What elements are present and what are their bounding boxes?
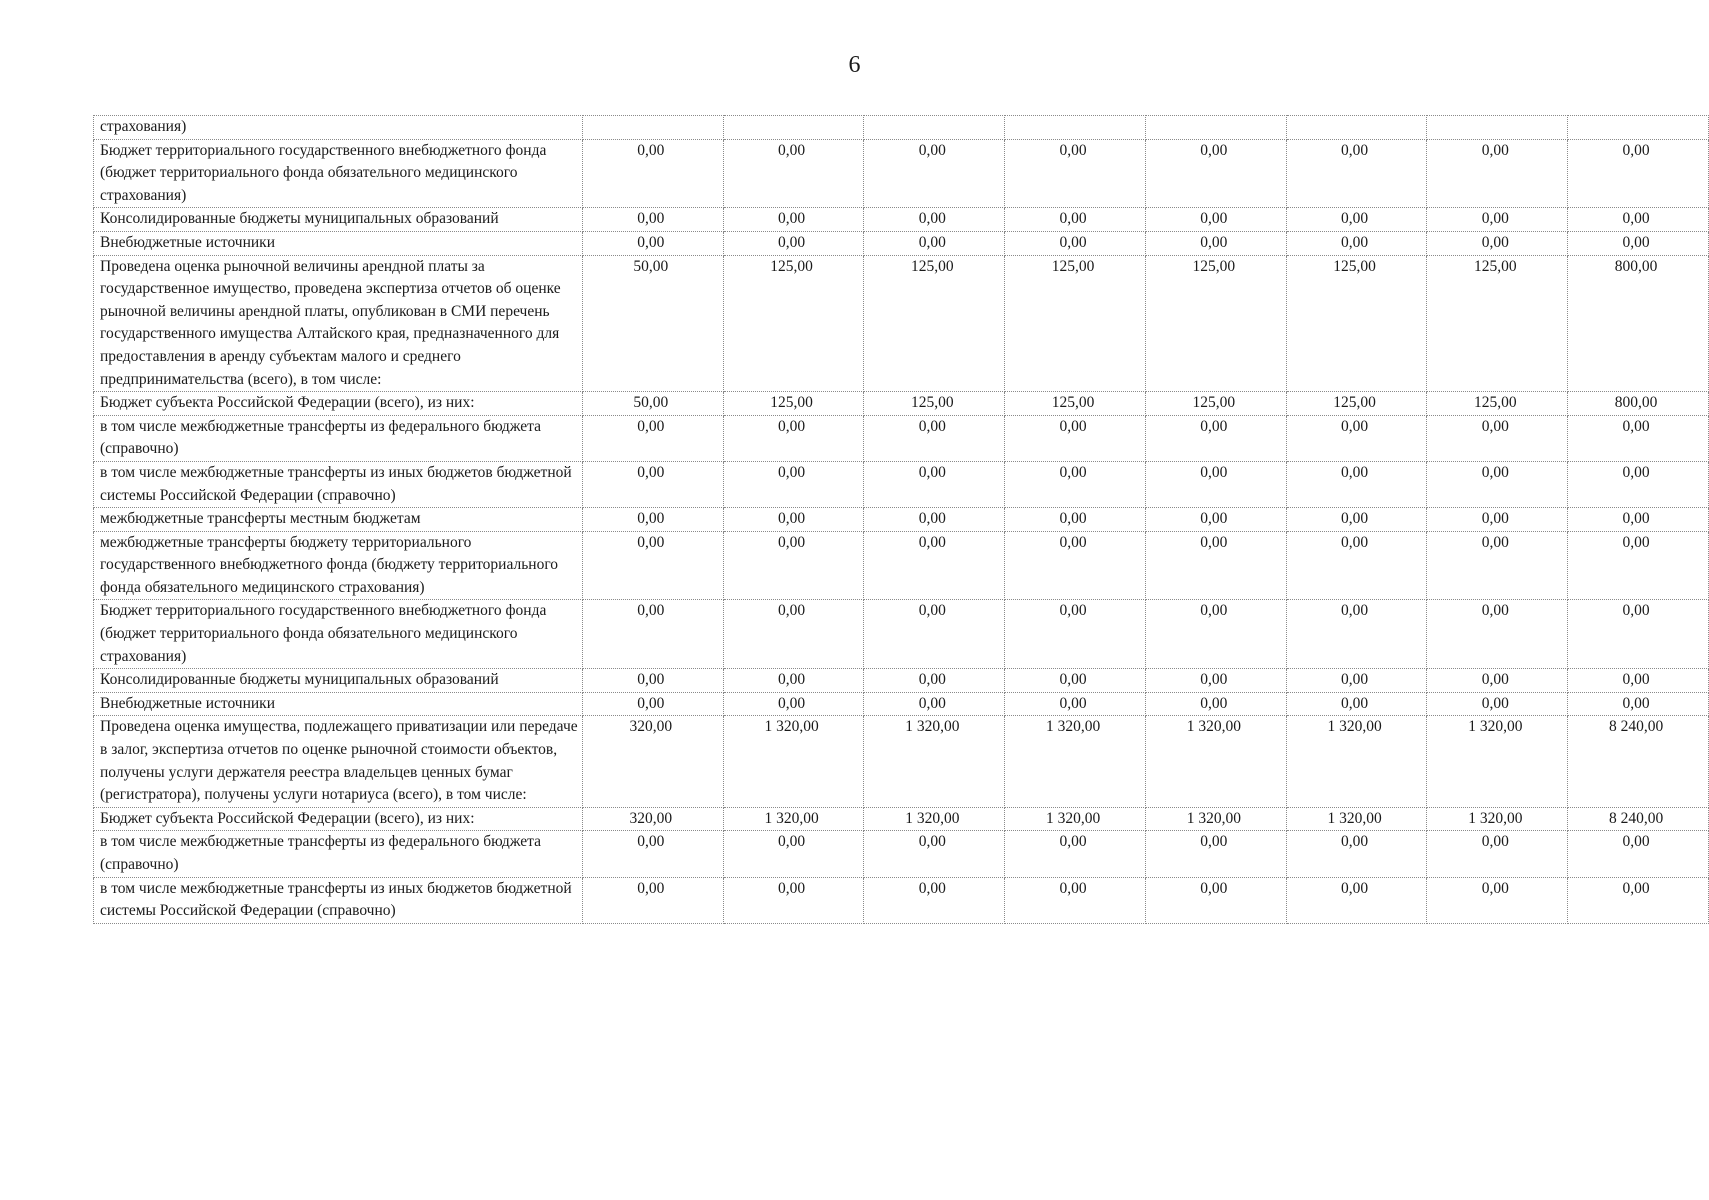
value-cell: 0,00 <box>1145 669 1286 693</box>
value-cell: 0,00 <box>1145 877 1286 923</box>
value-cell: 0,00 <box>1145 508 1286 532</box>
value-cell: 0,00 <box>1286 692 1427 716</box>
value-cell: 0,00 <box>723 877 864 923</box>
value-cell: 0,00 <box>864 669 1005 693</box>
value-cell: 125,00 <box>1286 392 1427 416</box>
value-cell: 0,00 <box>723 415 864 461</box>
value-cell: 0,00 <box>582 461 723 507</box>
value-cell: 1 320,00 <box>1427 807 1568 831</box>
value-cell: 0,00 <box>864 692 1005 716</box>
value-cell: 0,00 <box>723 508 864 532</box>
value-cell: 0,00 <box>864 531 1005 600</box>
value-cell: 0,00 <box>1427 669 1568 693</box>
value-cell: 0,00 <box>582 877 723 923</box>
table-row <box>94 208 1709 232</box>
value-cell: 0,00 <box>723 531 864 600</box>
value-cell: 0,00 <box>1568 600 1709 669</box>
value-cell: 0,00 <box>1568 139 1709 208</box>
value-cell: 0,00 <box>1427 461 1568 507</box>
value-cell: 0,00 <box>1568 831 1709 877</box>
row-label: Консолидированные бюджеты муниципальных образований <box>94 208 583 232</box>
budget-table-body <box>94 116 1709 924</box>
value-cell: 0,00 <box>864 877 1005 923</box>
value-cell: 0,00 <box>1286 600 1427 669</box>
value-cell: 0,00 <box>1427 692 1568 716</box>
value-cell: 125,00 <box>1427 392 1568 416</box>
value-cell: 0,00 <box>1005 600 1146 669</box>
value-cell: 125,00 <box>1427 255 1568 392</box>
value-cell: 0,00 <box>723 831 864 877</box>
value-cell: 125,00 <box>1286 255 1427 392</box>
value-cell: 0,00 <box>864 461 1005 507</box>
value-cell: 0,00 <box>1005 461 1146 507</box>
row-label: Консолидированные бюджеты муниципальных образований <box>94 669 583 693</box>
value-cell: 1 320,00 <box>1286 716 1427 807</box>
value-cell: 0,00 <box>1145 531 1286 600</box>
value-cell: 0,00 <box>1568 531 1709 600</box>
table-row <box>94 461 1709 507</box>
value-cell <box>582 116 723 140</box>
value-cell: 0,00 <box>1568 231 1709 255</box>
value-cell: 0,00 <box>723 231 864 255</box>
row-label: Внебюджетные источники <box>94 231 583 255</box>
value-cell: 50,00 <box>582 392 723 416</box>
value-cell: 0,00 <box>582 600 723 669</box>
row-label: Бюджет субъекта Российской Федерации (всего), из них: <box>94 392 583 416</box>
value-cell: 1 320,00 <box>1005 716 1146 807</box>
value-cell <box>1427 116 1568 140</box>
value-cell: 0,00 <box>1005 508 1146 532</box>
value-cell: 1 320,00 <box>1145 716 1286 807</box>
value-cell: 0,00 <box>1145 415 1286 461</box>
value-cell: 0,00 <box>723 669 864 693</box>
table-row <box>94 508 1709 532</box>
table-row <box>94 255 1709 392</box>
value-cell: 1 320,00 <box>864 807 1005 831</box>
value-cell: 0,00 <box>1568 692 1709 716</box>
value-cell: 125,00 <box>1005 392 1146 416</box>
value-cell: 0,00 <box>582 508 723 532</box>
table-row <box>94 392 1709 416</box>
value-cell: 0,00 <box>1145 139 1286 208</box>
row-label: в том числе межбюджетные трансферты из иных бюджетов бюджетной системы Российской Федерации (справочно) <box>94 461 583 507</box>
value-cell: 0,00 <box>1568 877 1709 923</box>
value-cell: 125,00 <box>864 392 1005 416</box>
value-cell: 1 320,00 <box>1427 716 1568 807</box>
value-cell: 0,00 <box>1145 208 1286 232</box>
value-cell: 0,00 <box>864 208 1005 232</box>
value-cell: 125,00 <box>864 255 1005 392</box>
value-cell: 0,00 <box>864 508 1005 532</box>
value-cell <box>723 116 864 140</box>
table-row <box>94 716 1709 807</box>
value-cell: 0,00 <box>1427 600 1568 669</box>
value-cell: 8 240,00 <box>1568 807 1709 831</box>
value-cell: 0,00 <box>1568 669 1709 693</box>
value-cell: 0,00 <box>1286 208 1427 232</box>
row-label: Бюджет субъекта Российской Федерации (всего), из них: <box>94 807 583 831</box>
table-row <box>94 692 1709 716</box>
value-cell: 0,00 <box>1005 877 1146 923</box>
row-label: страхования) <box>94 116 583 140</box>
table-row <box>94 531 1709 600</box>
value-cell: 0,00 <box>723 461 864 507</box>
value-cell: 0,00 <box>1145 692 1286 716</box>
value-cell: 1 320,00 <box>1005 807 1146 831</box>
value-cell: 0,00 <box>1145 461 1286 507</box>
value-cell: 0,00 <box>864 139 1005 208</box>
value-cell: 8 240,00 <box>1568 716 1709 807</box>
value-cell: 0,00 <box>1286 831 1427 877</box>
value-cell: 0,00 <box>1145 231 1286 255</box>
row-label: в том числе межбюджетные трансферты из иных бюджетов бюджетной системы Российской Федерации (справочно) <box>94 877 583 923</box>
value-cell: 0,00 <box>1286 139 1427 208</box>
value-cell: 0,00 <box>864 831 1005 877</box>
table-row <box>94 600 1709 669</box>
row-label: в том числе межбюджетные трансферты из федерального бюджета (справочно) <box>94 415 583 461</box>
value-cell: 0,00 <box>1286 669 1427 693</box>
value-cell <box>864 116 1005 140</box>
value-cell: 0,00 <box>1005 669 1146 693</box>
value-cell: 0,00 <box>582 208 723 232</box>
value-cell: 0,00 <box>1145 831 1286 877</box>
value-cell: 0,00 <box>1568 415 1709 461</box>
value-cell: 0,00 <box>1427 231 1568 255</box>
value-cell: 125,00 <box>723 255 864 392</box>
value-cell: 0,00 <box>1145 600 1286 669</box>
value-cell: 0,00 <box>1005 692 1146 716</box>
value-cell: 0,00 <box>1005 415 1146 461</box>
table-row <box>94 231 1709 255</box>
value-cell: 320,00 <box>582 807 723 831</box>
value-cell: 1 320,00 <box>1286 807 1427 831</box>
value-cell: 0,00 <box>1568 208 1709 232</box>
value-cell: 0,00 <box>582 415 723 461</box>
value-cell: 125,00 <box>1005 255 1146 392</box>
value-cell: 0,00 <box>864 600 1005 669</box>
value-cell: 0,00 <box>1286 877 1427 923</box>
value-cell: 0,00 <box>582 692 723 716</box>
value-cell: 800,00 <box>1568 255 1709 392</box>
value-cell <box>1145 116 1286 140</box>
value-cell: 0,00 <box>1005 139 1146 208</box>
value-cell: 0,00 <box>582 531 723 600</box>
value-cell: 0,00 <box>1568 508 1709 532</box>
value-cell: 0,00 <box>1005 531 1146 600</box>
table-row <box>94 116 1709 140</box>
value-cell: 0,00 <box>582 669 723 693</box>
row-label: Бюджет территориального государственного внебюджетного фонда (бюджет территориального фонда обязательного медицинского страхования) <box>94 139 583 208</box>
page-number: 6 <box>848 52 861 78</box>
value-cell: 0,00 <box>723 692 864 716</box>
value-cell: 0,00 <box>723 208 864 232</box>
value-cell: 0,00 <box>1568 461 1709 507</box>
value-cell: 800,00 <box>1568 392 1709 416</box>
value-cell: 0,00 <box>1005 231 1146 255</box>
row-label: межбюджетные трансферты бюджету территориального государственного внебюджетного фонда (бюджету территориального фонда обязательного медицинского страхования) <box>94 531 583 600</box>
value-cell: 0,00 <box>864 415 1005 461</box>
table-row <box>94 415 1709 461</box>
value-cell: 0,00 <box>723 139 864 208</box>
value-cell: 0,00 <box>1005 831 1146 877</box>
value-cell: 50,00 <box>582 255 723 392</box>
row-label: в том числе межбюджетные трансферты из федерального бюджета (справочно) <box>94 831 583 877</box>
budget-table <box>93 115 1709 924</box>
value-cell: 1 320,00 <box>1145 807 1286 831</box>
table-row <box>94 877 1709 923</box>
value-cell: 1 320,00 <box>723 716 864 807</box>
value-cell <box>1005 116 1146 140</box>
row-label: Бюджет территориального государственного внебюджетного фонда (бюджет территориального фонда обязательного медицинского страхования) <box>94 600 583 669</box>
value-cell: 0,00 <box>1286 231 1427 255</box>
value-cell: 0,00 <box>864 231 1005 255</box>
value-cell <box>1568 116 1709 140</box>
value-cell: 0,00 <box>1427 208 1568 232</box>
value-cell: 125,00 <box>1145 392 1286 416</box>
value-cell: 320,00 <box>582 716 723 807</box>
value-cell: 0,00 <box>1005 208 1146 232</box>
row-label: межбюджетные трансферты местным бюджетам <box>94 508 583 532</box>
value-cell: 1 320,00 <box>864 716 1005 807</box>
value-cell: 0,00 <box>1286 461 1427 507</box>
table-row <box>94 807 1709 831</box>
value-cell: 0,00 <box>1427 139 1568 208</box>
value-cell: 0,00 <box>582 231 723 255</box>
value-cell: 0,00 <box>1427 415 1568 461</box>
table-row <box>94 831 1709 877</box>
table-row <box>94 669 1709 693</box>
table-row <box>94 139 1709 208</box>
value-cell: 0,00 <box>1427 531 1568 600</box>
value-cell: 125,00 <box>723 392 864 416</box>
value-cell: 0,00 <box>582 139 723 208</box>
row-label: Внебюджетные источники <box>94 692 583 716</box>
row-label: Проведена оценка имущества, подлежащего приватизации или передаче в залог, экспертиза отчетов по оценке рыночной стоимости объектов, получены услуги держателя реестра владельцев ценных бумаг (регистратора), получены услуги нотариуса (всего), в том числе: <box>94 716 583 807</box>
value-cell: 125,00 <box>1145 255 1286 392</box>
value-cell: 0,00 <box>1427 877 1568 923</box>
value-cell: 0,00 <box>582 831 723 877</box>
value-cell: 0,00 <box>1286 508 1427 532</box>
value-cell <box>1286 116 1427 140</box>
value-cell: 0,00 <box>1286 531 1427 600</box>
value-cell: 0,00 <box>1286 415 1427 461</box>
value-cell: 0,00 <box>1427 508 1568 532</box>
row-label: Проведена оценка рыночной величины арендной платы за государственное имущество, проведена экспертиза отчетов об оценке рыночной величины арендной платы, опубликован в СМИ перечень государственного имущества Алтайского края, предназначенного для предоставления в аренду субъектам малого и среднего предпринимательства (всего), в том числе: <box>94 255 583 392</box>
value-cell: 0,00 <box>1427 831 1568 877</box>
value-cell: 1 320,00 <box>723 807 864 831</box>
value-cell: 0,00 <box>723 600 864 669</box>
